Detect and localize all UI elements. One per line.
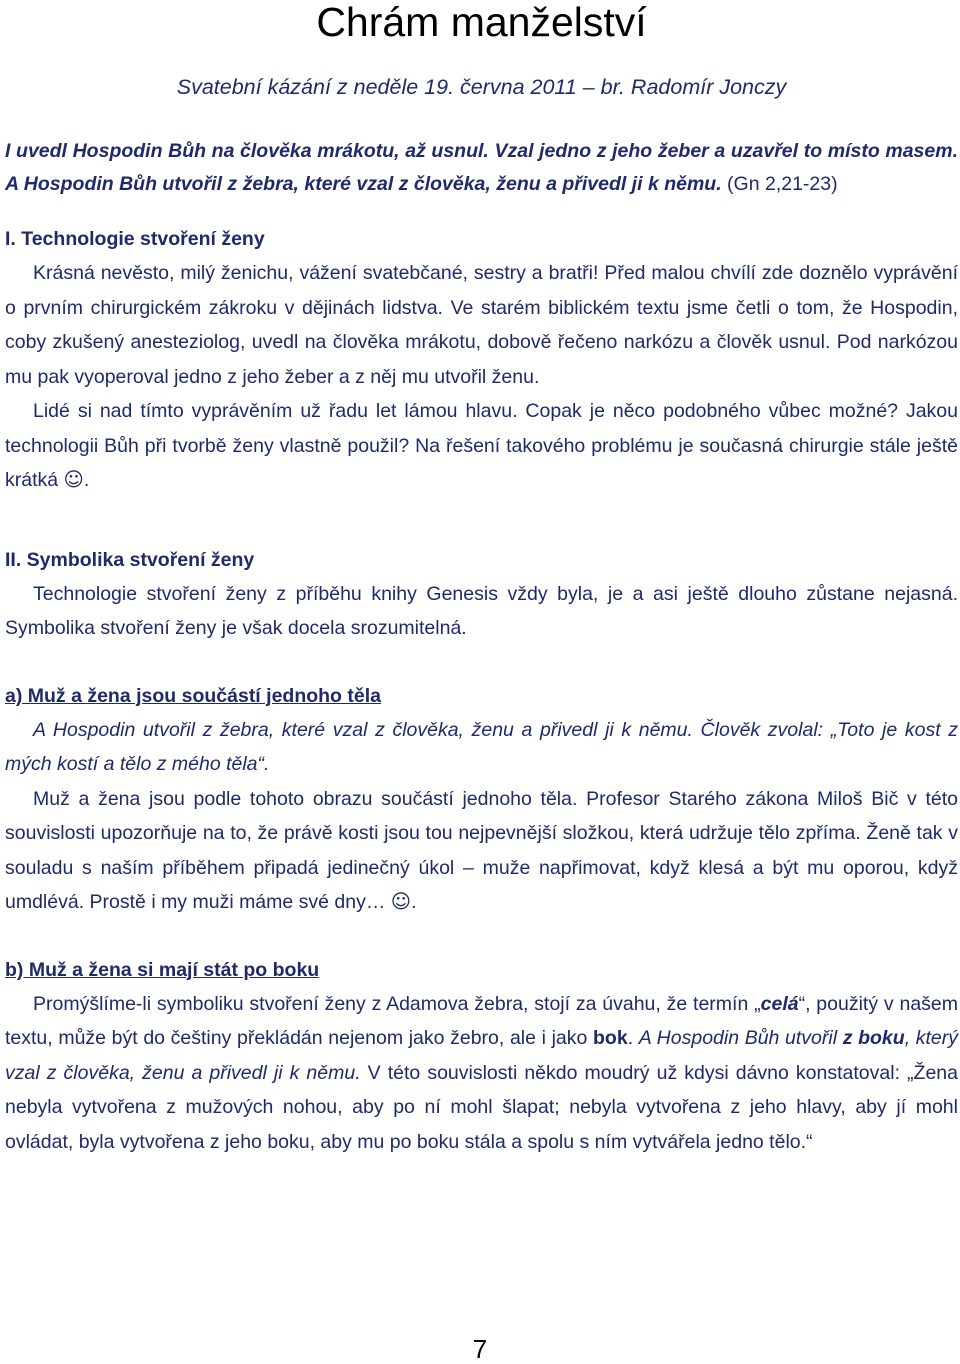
- section-heading-1: I. Technologie stvoření ženy: [5, 228, 265, 250]
- smiley-icon: ☺: [390, 890, 412, 913]
- paragraph: [5, 782, 958, 920]
- paragraph: [5, 394, 958, 498]
- paragraph-end: .: [411, 891, 417, 913]
- paragraph-text: V této souvislosti někdo moudrý už kdysi dávno konstatoval: „Žena nebyla vytvořena z mužových nohou, aby po ní mohl šlapat; nebyla vytvořena z jeho hlavy, aby jí mohl ovládat, byla vytvořena z jeho boku, aby mu po boku stála a spolu s ním vytvářela jedno tělo.“: [5, 1061, 958, 1153]
- paragraph-text: Lidé si nad tímto vyprávěním už řadu let lámou hlavu. Copak je něco podobného vůbec možné? Jakou technologii Bůh při tvorbě ženy vlastně použil? Na řešení takového problému je současná chirurgie stále ještě krátká: [5, 400, 958, 491]
- paragraph: [5, 987, 958, 1160]
- smiley-icon: ☺: [63, 468, 84, 491]
- bible-quote: A Hospodin utvořil z žebra, které vzal z člověka, ženu a přivedl ji k němu. Člověk zvolal: „Toto je kost z mých kostí a tělo z mého těla“.: [5, 718, 958, 775]
- emphasis-z-boku: z boku: [842, 1027, 905, 1049]
- page-title: Chrám manželství: [316, 0, 647, 45]
- quote-paragraph: [5, 713, 958, 782]
- paragraph-end: .: [83, 469, 90, 491]
- emphasis-cela: celá: [760, 992, 799, 1015]
- paragraph-text: .: [627, 1027, 639, 1049]
- subsection-heading-b: b) Muž a žena si mají stát po boku: [5, 958, 320, 981]
- bible-quote: A Hospodin Bůh utvořil: [638, 1027, 843, 1049]
- page-number: 7: [472, 1334, 488, 1364]
- paragraph: [5, 577, 958, 646]
- subsection-heading-a: a) Muž a žena jsou součástí jednoho těla: [5, 684, 381, 707]
- paragraph-text: Muž a žena jsou podle tohoto obrazu součástí jednoho těla. Profesor Starého zákona Miloš Bič v této souvislosti upozorňuje na to, že právě kosti jsou tou nejpevnější složkou, která udržuje tělo zpříma. Ženě tak v souladu s naším příběhem připadá jedinečný úkol – muže napřimovat, když klesá a být mu oporou, když umdlévá. Prostě i my muži máme své dny…: [5, 787, 958, 913]
- document-page: [5, 0, 958, 1159]
- section-heading-2: II. Symbolika stvoření ženy: [5, 548, 255, 571]
- paragraph-text: Krásná nevěsto, milý ženichu, vážení svatebčané, sestry a bratři! Před malou chvílí zde doznělo vyprávění o prvním chirurgickém zákroku v dějinách lidstva. Ve starém biblickém textu jsme četli o tom, že Hospodin, coby zkušený anesteziolog, uvedl na člověka mrákotu, dobově řečeno narkózu a člověk usnul. Pod narkózou mu pak vyoperoval jedno z jeho žeber a z něj mu utvořil ženu.: [5, 262, 958, 388]
- motto-reference: (Gn 2,21-23): [727, 173, 838, 195]
- paragraph-text: Promýšlíme-li symboliku stvoření ženy z Adamova žebra, stojí za úvahu, že termín „: [33, 992, 761, 1015]
- motto: [5, 135, 958, 201]
- emphasis-bok: bok: [593, 1027, 628, 1049]
- paragraph-text: “, použitý v našem textu, může být do češtiny překládán nejenom jako žebro, ale i jako: [5, 992, 958, 1049]
- motto-text: I uvedl Hospodin Bůh na člověka mrákotu, až usnul. Vzal jedno z jeho žeber a uzavřel to místo masem. A Hospodin Bůh utvořil z žebra, které vzal z člověka, ženu a přivedl ji k němu.: [5, 140, 958, 195]
- bible-quote: , který vzal z člověka, ženu a přivedl ji k němu.: [5, 1027, 959, 1084]
- subtitle: Svatební kázání z neděle 19. června 2011 – br. Radomír Jonczy: [176, 75, 787, 99]
- paragraph: [5, 256, 958, 394]
- paragraph-text: Technologie stvoření ženy z příběhu knihy Genesis vždy byla, je a asi ještě dlouho zůstane nejasná. Symbolika stvoření ženy je však docela srozumitelná.: [5, 582, 958, 639]
